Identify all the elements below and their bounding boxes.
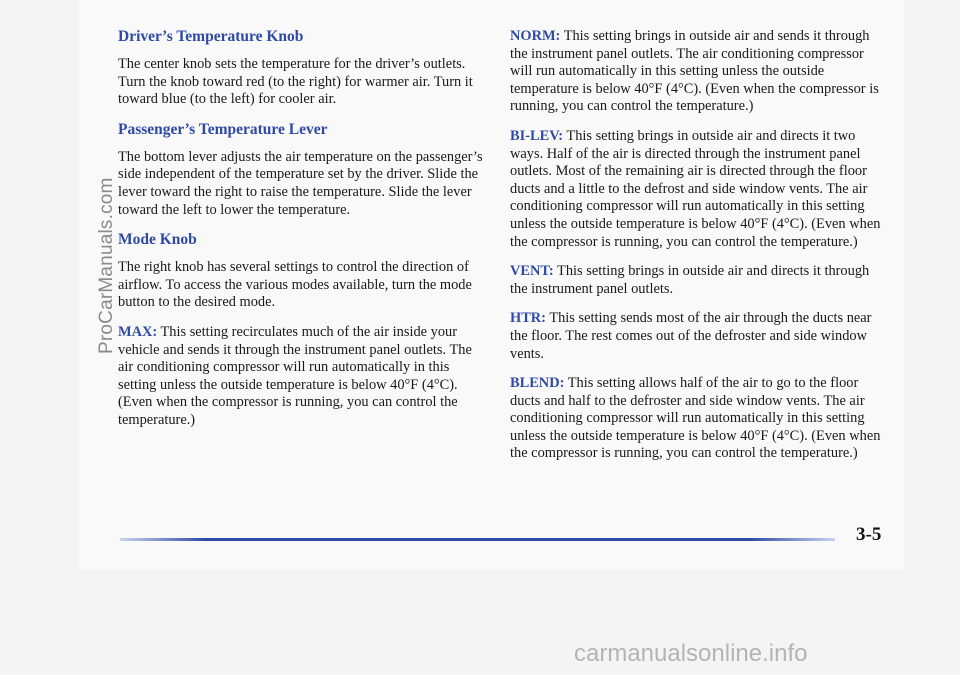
vent-setting-paragraph — [510, 263, 884, 298]
vent-term: VENT: — [510, 263, 554, 280]
vent-description: This setting brings in outside air and directs it through the instrument panel outlets. — [510, 263, 870, 297]
max-description: This setting recirculates much of the air inside your vehicle and sends it through the instrument panel outlets. The air conditioning compressor will run automatically in this setting unless the outside temperature is below 40°F (4°C). (Even when the compressor is running, you can control the temperature.) — [118, 323, 472, 428]
left-column — [118, 28, 484, 442]
drivers-temperature-knob-heading: Driver’s Temperature Knob — [118, 28, 304, 45]
right-column — [510, 28, 884, 475]
page-number: 3-5 — [856, 524, 882, 545]
htr-description: This setting sends most of the air through the ducts near the floor. The rest comes out of the defroster and side window vents. — [510, 310, 872, 362]
bilev-setting-paragraph — [510, 128, 884, 251]
passengers-temperature-lever-text: The bottom lever adjusts the air temperature on the passenger’s side independent of the temperature set by the driver. Slide the lever toward the right to raise the temperature. Slide the lever toward the left to lower the temperature. — [118, 148, 483, 218]
norm-setting-paragraph — [510, 28, 884, 116]
mode-knob-text: The right knob has several settings to control the direction of airflow. To access the various modes available, turn the mode button to the desired mode. — [118, 259, 472, 311]
norm-term: NORM: — [510, 28, 561, 44]
bilev-term: BI-LEV: — [510, 127, 564, 144]
bilev-description: This setting brings in outside air and directs it two ways. Half of the air is directed through the instrument panel outlets. Most of the remaining air is directed through the floor ducts and a little to the defrost and side window vents. The air conditioning compressor will run automatically in this setting unless the outside temperature is below 40°F (4°C). (Even when the compressor is running, you can control the temperature.) — [510, 127, 881, 250]
blend-term: BLEND: — [510, 375, 565, 392]
footer-rule — [120, 538, 835, 541]
max-term: MAX: — [118, 323, 158, 340]
watermark-procarmanuals: ProCarManuals.com — [96, 177, 117, 354]
norm-description: This setting brings in outside air and sends it through the instrument panel outlets. The air conditioning compressor will run automatically in this setting unless the outside temperature is below 40°F (4°C). (Even when the compressor is running, you can control the temperature.) — [510, 28, 879, 115]
htr-term: HTR: — [510, 310, 546, 327]
blend-description: This setting allows half of the air to go to the floor ducts and half to the defroster and side window vents. The air conditioning compressor will run automatically in this setting unless the outside temperature is below 40°F (4°C). (Even when the compressor is running, you can control the temperature.) — [510, 375, 881, 462]
drivers-temperature-knob-text: The center knob sets the temperature for the driver’s outlets. Turn the knob toward red (to the right) for warmer air. Turn it toward blue (to the left) for cooler air. — [118, 56, 473, 108]
mode-knob-heading: Mode Knob — [118, 231, 197, 249]
watermark-carmanualsonline: carmanualsonline.info — [574, 640, 808, 667]
htr-setting-paragraph — [510, 310, 884, 363]
max-setting-paragraph — [118, 324, 484, 430]
passengers-temperature-lever-heading: Passenger’s Temperature Lever — [118, 120, 328, 138]
blend-setting-paragraph — [510, 375, 884, 463]
